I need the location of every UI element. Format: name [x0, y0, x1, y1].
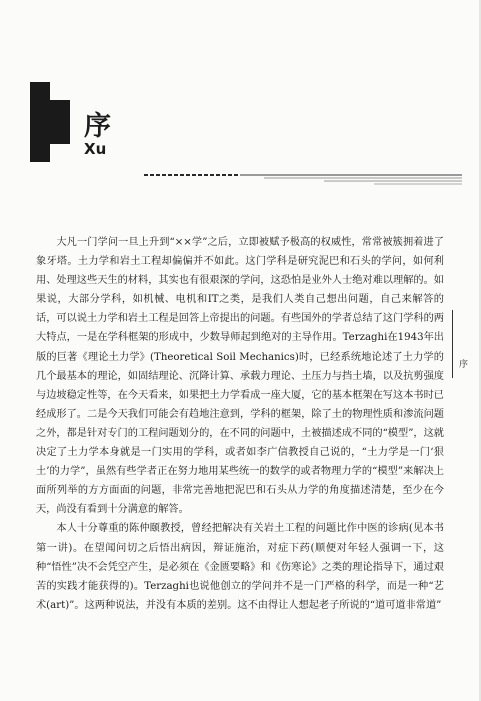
side-tab-rule	[452, 310, 453, 378]
decorative-rule-lines	[144, 164, 464, 186]
side-tab-label: 序	[459, 360, 469, 370]
section-side-tab	[452, 310, 481, 378]
preface-paragraph: 本人十分尊重的陈仲颐教授，曾经把解决有关岩土工程的问题比作中医的诊病(见本书第一讲)。在望闻问切之后悟出病因，辩证施治，对症下药(顺便对年轻人强调一下，这种“悟性”决不会凭空产生，是必须在《金匮要略》和《伤寒论》之类的理论指导下，通过艰苦的实践才能获得的)。Terzaghi也说他创立的学问并不是一门严格的科学，而是一种“艺术(art)”。这两种说法，并没有本质的差别。这不由得让人想起老子所说的“道可道非常道”	[36, 523, 444, 611]
preface-body	[36, 233, 444, 615]
chapter-header-block	[30, 82, 50, 162]
chapter-title-chinese: 序	[84, 111, 111, 142]
chapter-title-pinyin: Xu	[84, 140, 107, 158]
preface-paragraph: 大凡一门学问一旦上升到“××学”之后，立即被赋予极高的权威性，常常被簇拥着进了象牙塔。土力学和岩土工程却偏偏并不如此。这门学科是研究泥巴和石头的学问，如何利用、处理这些天生的材料，其实也有很艰深的学问，这恐怕是业外人士绝对难以理解的。如果说，大部分学科，如机械、电机和IT之类，是我们人类自己想出问题，自己来解答的话，可以说土力学和岩土工程是回答上帝提出的问题。有些国外的学者总结了这门学科的两大特点，一是在学科框架的形成中，少数导师起到绝对的主导作用。Terzaghi在1943年出版的巨著《理论土力学》(Theoretical Soil Mechanics)时，已经系统地论述了土力学的几个最基本的理论，如固结理论、沉降计算、承载力理论、土压力与挡土墙，以及抗剪强度与边坡稳定性等，在今天看来，如果把土力学看成一座大厦，它的基本框架在写这本书时已经成形了。二是今天我们可能会有趋地注意到，学科的框架，除了土的物理性质和渗流问题之外，都是针对专门的工程问题划分的，在不同的问题中，土被描述成不同的“模型”，这就决定了土力学本身就是一门实用的学科，或者如李广信教授自己说的，“土力学是一门‘狠土’的力学”，虽然有些学者正在努力地用某些统一的数学的或者物理力学的“模型”来解决上面所列举的方方面面的问题，非常完善地把泥巴和石头从力学的角度描述清楚，至少在今天，尚没有看到十分满意的解答。	[36, 237, 444, 516]
